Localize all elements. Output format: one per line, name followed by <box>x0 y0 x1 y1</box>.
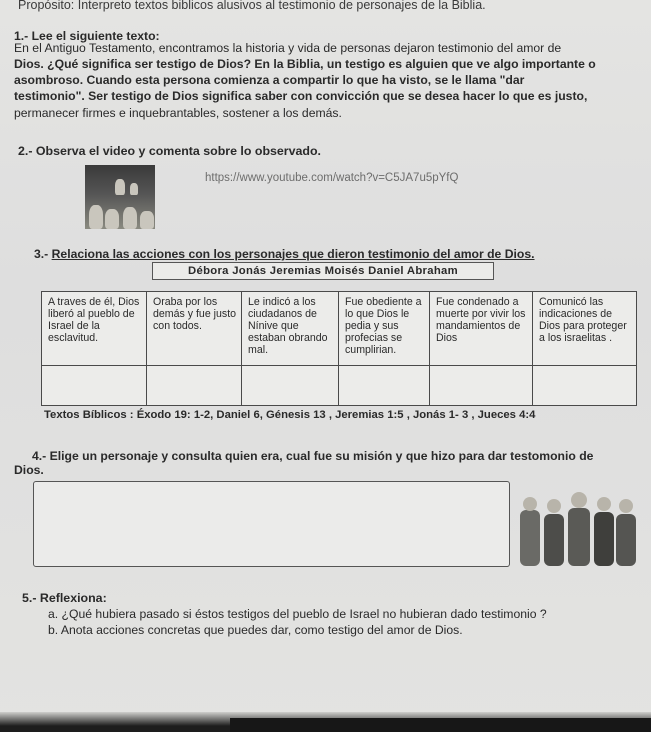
table-cell: Le indicó a los ciudadanos de Nínive que estaban obrando mal. <box>242 292 339 366</box>
table-cell: Fue condenado a muerte por vivir los mandamientos de Dios <box>430 292 533 366</box>
section-3-heading-text: Relaciona las acciones con los personajes que dieron testimonio del amor de Dios. <box>51 247 535 261</box>
character-head <box>547 499 561 513</box>
character-head <box>523 497 537 511</box>
answer-cell[interactable] <box>533 366 637 406</box>
thumbnail-figure <box>123 207 137 229</box>
matching-table <box>41 291 637 406</box>
character-head <box>571 492 587 508</box>
character-robe <box>544 514 564 566</box>
thumbnail-figure <box>130 183 138 195</box>
character-robe <box>520 510 540 566</box>
section-5-heading: 5.- Reflexiona: <box>22 591 107 605</box>
video-link[interactable]: https://www.youtube.com/watch?v=C5JA7u5pYfQ <box>205 172 459 184</box>
thumbnail-figure <box>140 211 154 229</box>
biblical-characters-illustration <box>514 488 640 570</box>
table-cell: Fue obediente a lo que Dios le pedia y sus profecias se cumplirian. <box>339 292 430 366</box>
character-robe <box>616 514 636 566</box>
video-thumbnail[interactable] <box>85 165 155 229</box>
thumbnail-figure <box>89 205 103 229</box>
section-3-number: 3.- <box>34 247 52 261</box>
table-row-answers <box>42 366 637 406</box>
purpose-line: Propósito: Interpreto textos biblicos alusivos al testimonio de personajes de la Biblia. <box>18 0 486 12</box>
section-1-line-2 <box>14 57 596 73</box>
table-cell: A traves de él, Dios liberó al pueblo de Israel de la esclavitud. <box>42 292 147 366</box>
reflection-question-a: a. ¿Qué hubiera pasado si éstos testigos del pueblo de Israel no hubieran dado testimonio ? <box>48 607 547 621</box>
section-4-heading-cont: Dios. <box>14 463 44 477</box>
thumbnail-figure <box>115 179 125 195</box>
section-2-heading: 2.- Observa el video y comenta sobre lo observado. <box>18 144 321 158</box>
character-robe <box>594 512 614 566</box>
character-robe <box>568 508 590 566</box>
section-1-line-3: asombroso. Cuando esta persona comienza a compartir lo que ha visto, se le llama "dar <box>14 73 525 87</box>
section-4-heading: 4.- Elige un personaje y consulta quien era, cual fue su misión y que hizo para dar testomonio de <box>32 449 594 463</box>
reflection-question-b: b. Anota acciones concretas que puedes dar, como testigo del amor de Dios. <box>48 623 463 637</box>
table-row <box>42 292 637 366</box>
answer-cell[interactable] <box>339 366 430 406</box>
section-3-heading <box>34 247 535 261</box>
character-head <box>597 497 611 511</box>
character-names-box: Débora Jonás Jeremias Moisés Daniel Abraham <box>152 262 494 280</box>
table-cell: Comunicó las indicaciones de Dios para proteger a los israelitas . <box>533 292 637 366</box>
thumbnail-figure <box>105 209 119 229</box>
answer-cell[interactable] <box>242 366 339 406</box>
answer-box[interactable] <box>33 481 510 567</box>
section-1-line-1: En el Antiguo Testamento, encontramos la historia y vida de personas dejaron testimonio del amor de <box>14 41 562 55</box>
section-1-line-2-text: Dios. ¿Qué significa ser testigo de Dios? En la Biblia, un testigo es alguien que ve algo importante o <box>14 57 596 71</box>
answer-cell[interactable] <box>430 366 533 406</box>
bible-references: Textos Bíblicos : Éxodo 19: 1-2, Daniel 6, Génesis 13 , Jeremias 1:5 , Jonás 1- 3 , Jueces 4:4 <box>44 409 536 421</box>
answer-cell[interactable] <box>147 366 242 406</box>
section-1-line-5: permanecer firmes e inquebrantables, sostener a los demás. <box>14 106 342 120</box>
section-1-line-4: testimonio". Ser testigo de Dios significa saber con convicción que se desea hacer lo que es justo, <box>14 89 588 103</box>
section-1-heading: 1.- Lee el siguiente texto: <box>14 29 160 43</box>
photo-dark-edge <box>230 718 651 732</box>
character-head <box>619 499 633 513</box>
answer-cell[interactable] <box>42 366 147 406</box>
table-cell: Oraba por los demás y fue justo con todos. <box>147 292 242 366</box>
